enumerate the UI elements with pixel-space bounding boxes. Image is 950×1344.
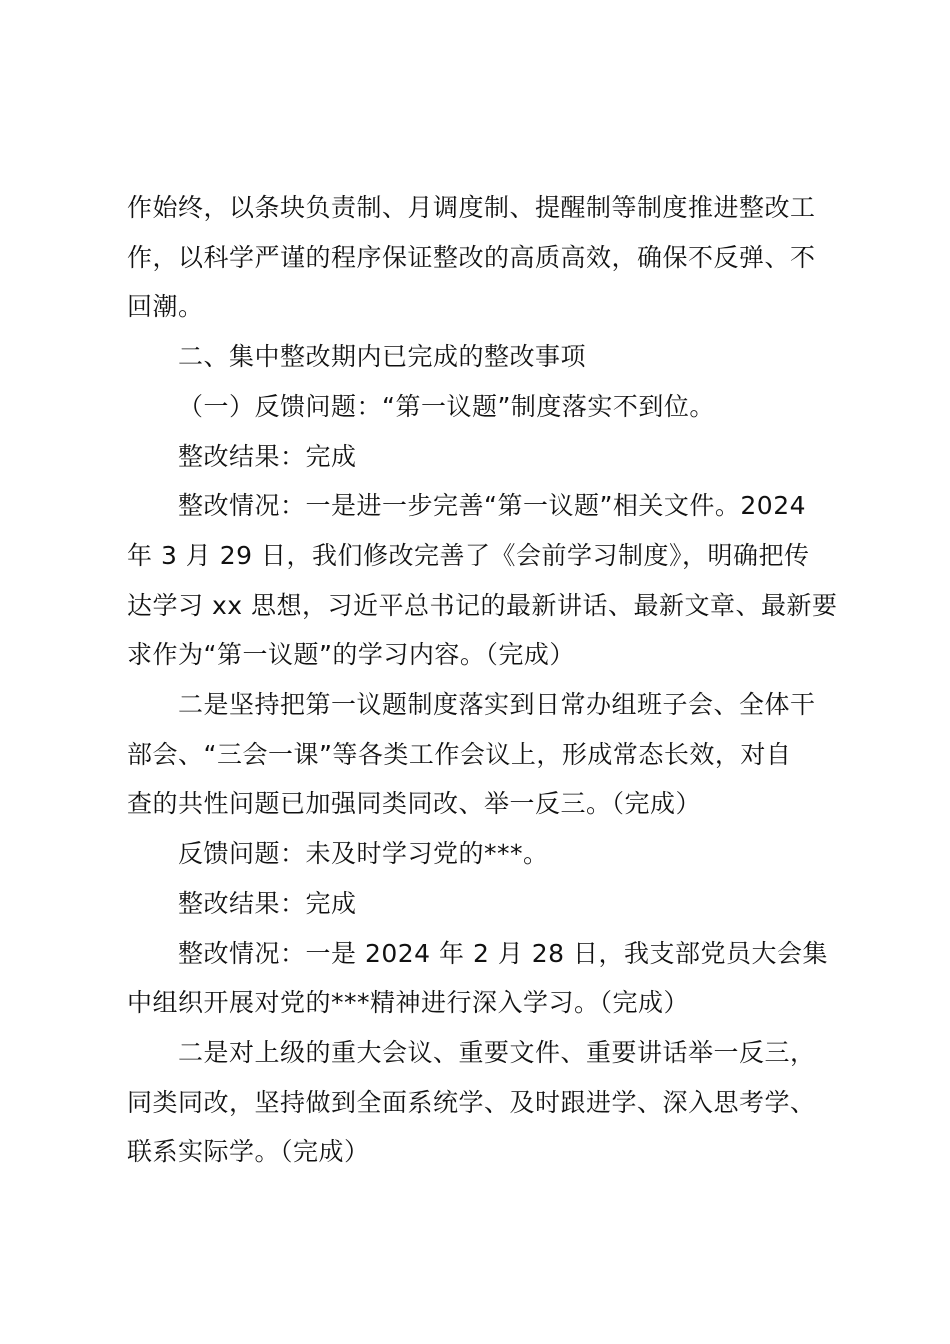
body-line: 二是对上级的重大会议、重要文件、重要讲话举一反三， [178,1037,816,1067]
body-line: 作，以科学严谨的程序保证整改的高质高效，确保不反弹、不 [127,242,816,272]
body-line: 求作为“第一议题”的学习内容。（完成） [127,640,575,670]
section-heading: 二、集中整改期内已完成的整改事项 [178,342,587,372]
issue-line: 反馈问题：未及时学习党的***。 [178,839,549,869]
body-line: 中组织开展对党的***精神进行深入学习。（完成） [127,988,690,1018]
body-line: 联系实际学。（完成） [127,1137,370,1167]
result-line: 整改结果：完成 [178,888,357,918]
body-line: 整改情况：一是进一步完善“第一议题”相关文件。2024 [178,491,807,521]
body-line: 年 3 月 29 日，我们修改完善了《会前学习制度》，明确把传 [127,540,810,570]
body-line: 部会、“三会一课”等各类工作会议上，形成常态长效，对自 [127,739,792,769]
body-line: 达学习 xx 思想，习近平总书记的最新讲话、最新文章、最新要 [127,590,838,620]
result-line: 整改结果：完成 [178,441,357,471]
subsection-heading: （一）反馈问题：“第一议题”制度落实不到位。 [178,391,715,421]
body-line: 回潮。 [127,292,204,322]
document-body [127,183,838,1177]
body-line: 二是坚持把第一议题制度落实到日常办组班子会、全体干 [178,690,816,720]
body-line: 作始终，以条块负责制、月调度制、提醒制等制度推进整改工 [127,193,816,222]
body-line: 查的共性问题已加强同类同改、举一反三。（完成） [127,789,702,819]
body-line: 同类同改，坚持做到全面系统学、及时跟进学、深入思考学、 [127,1087,816,1117]
body-line: 整改情况：一是 2024 年 2 月 28 日，我支部党员大会集 [178,938,829,968]
